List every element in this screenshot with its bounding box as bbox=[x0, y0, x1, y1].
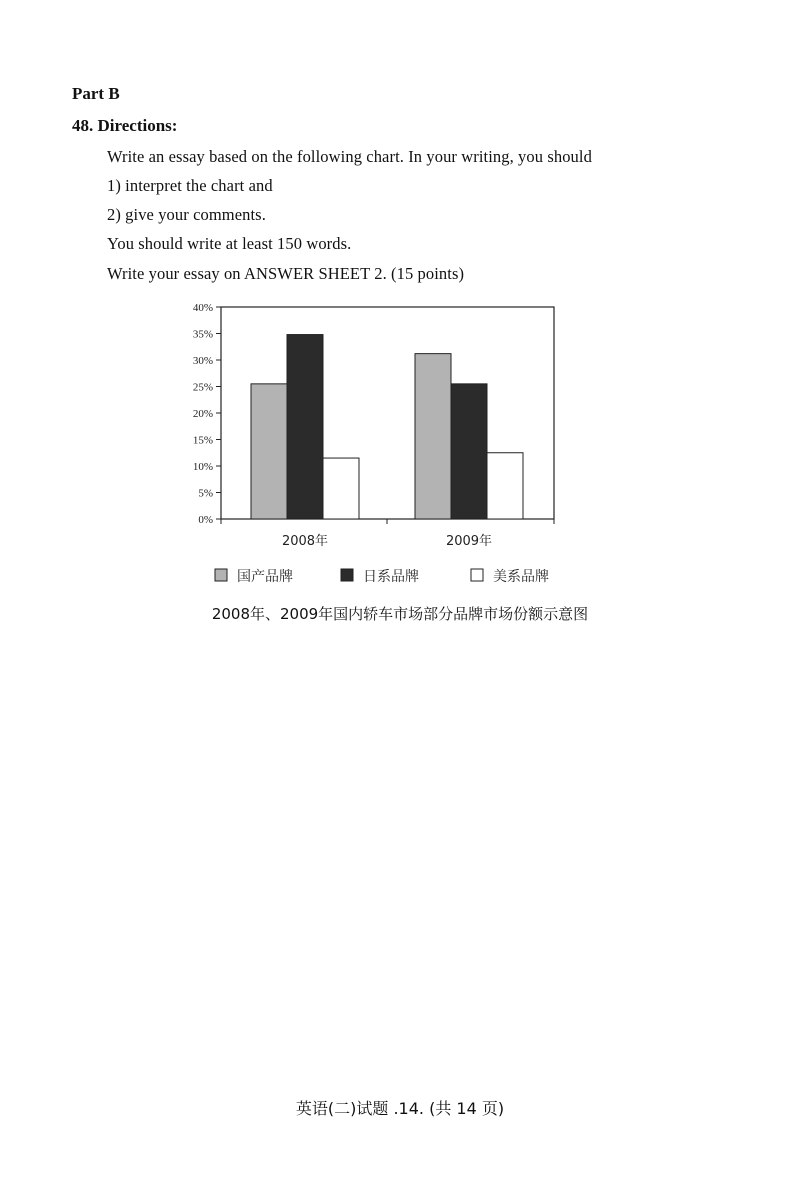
y-tick-label: 10% bbox=[192, 461, 213, 473]
instruction-line-3: 2) give your comments. bbox=[107, 205, 266, 224]
legend-swatch bbox=[215, 569, 227, 581]
y-tick-label: 20% bbox=[192, 408, 213, 420]
instruction-line-4: You should write at least 150 words. bbox=[107, 234, 352, 253]
legend-label: 国产品牌 bbox=[237, 569, 293, 585]
y-tick-label: 15% bbox=[192, 434, 213, 447]
y-tick-label: 5% bbox=[198, 487, 213, 500]
bar-american-2 bbox=[487, 453, 523, 519]
chart-caption: 2008年、2009年国内轿车市场部分品牌市场份额示意图 bbox=[211, 605, 589, 623]
bar-domestic-1 bbox=[251, 384, 287, 519]
question-directions: 48. Directions: bbox=[72, 116, 178, 135]
legend-swatch bbox=[341, 569, 353, 581]
y-tick-label: 30% bbox=[192, 355, 213, 367]
bar-american-1 bbox=[323, 458, 359, 519]
bar-domestic-2 bbox=[415, 354, 451, 519]
instruction-line-2: 1) interpret the chart and bbox=[107, 176, 273, 195]
part-title: Part B bbox=[72, 84, 120, 103]
legend-swatch bbox=[471, 569, 483, 581]
bar-japanese-2 bbox=[451, 384, 487, 519]
y-tick-label: 0% bbox=[198, 514, 213, 526]
bar-japanese-1 bbox=[287, 335, 323, 519]
category-label: 2008年 bbox=[281, 534, 329, 549]
legend-label: 日系品牌 bbox=[363, 569, 419, 585]
y-tick-label: 25% bbox=[192, 381, 213, 394]
instruction-line-1: Write an essay based on the following chart. In your writing, you should bbox=[107, 147, 592, 166]
instruction-line-5: Write your essay on ANSWER SHEET 2. (15 points) bbox=[107, 264, 465, 283]
page-footer: 英语(二)试题 .14. (共 14 页) bbox=[295, 1099, 505, 1118]
y-tick-label: 35% bbox=[192, 328, 213, 341]
category-label: 2009年 bbox=[445, 534, 493, 549]
legend-label: 美系品牌 bbox=[493, 569, 549, 585]
y-tick-label: 40% bbox=[192, 302, 213, 314]
